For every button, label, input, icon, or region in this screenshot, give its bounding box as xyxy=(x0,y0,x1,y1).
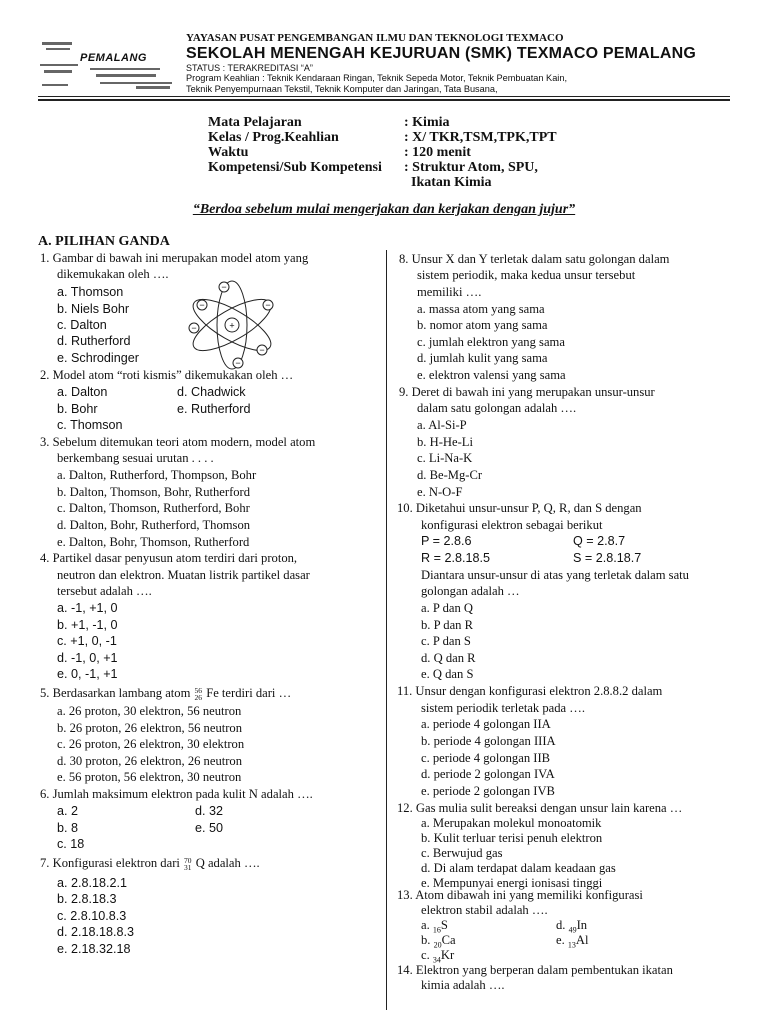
question-13-text: 13. Atom dibawah ini yang memiliki konfigurasi xyxy=(397,888,643,902)
q4-option-a: a. -1, +1, 0 xyxy=(57,601,118,615)
q13-option-e xyxy=(556,933,588,950)
logo-label: PEMALANG xyxy=(80,52,147,64)
info-key: Waktu xyxy=(208,145,249,160)
q11-option-e: e. periode 2 golongan IVB xyxy=(421,784,555,798)
motto: “Berdoa sebelum mulai mengerjakan dan kerjakan dengan jujur” xyxy=(192,202,576,217)
nucleus-charge: + xyxy=(229,320,235,331)
q6-option-e: e. 50 xyxy=(195,821,224,835)
q2-option-b: b. Bohr xyxy=(57,402,98,416)
question-3-text: berkembang sesuai urutan . . . . xyxy=(57,451,214,465)
question-14-text: kimia adalah …. xyxy=(421,978,505,992)
element-symbol: Al xyxy=(575,933,589,947)
q1-option-a: a. Thomson xyxy=(57,285,124,299)
q9-option-a: a. Al-Si-P xyxy=(417,418,467,432)
question-11-text: 11. Unsur dengan konfigurasi elektron 2.8.8.2 dalam xyxy=(397,684,663,698)
q7-option-a: a. 2.8.18.2.1 xyxy=(57,876,128,890)
q3-option-b: b. Dalton, Thomson, Bohr, Rutherford xyxy=(57,485,251,499)
info-key: Kompetensi/Sub Kompetensi xyxy=(208,160,382,175)
q10-option-e: e. Q dan S xyxy=(421,667,474,681)
q9-option-d: d. Be-Mg-Cr xyxy=(417,468,483,482)
question-5-text-pre: 5. Berdasarkan lambang atom xyxy=(40,686,191,700)
question-3-text: 3. Sebelum ditemukan teori atom modern, model atom xyxy=(40,435,316,449)
q2-option-e: e. Rutherford xyxy=(177,402,251,416)
nuclide-notation xyxy=(184,857,192,871)
q5-option-a: a. 26 proton, 30 elektron, 56 neutron xyxy=(57,704,242,718)
info-value: Ikatan Kimia xyxy=(411,175,492,190)
q11-option-c: c. periode 4 golongan IIB xyxy=(421,751,551,765)
q3-option-e: e. Dalton, Bohr, Thomson, Rutherford xyxy=(57,535,250,549)
question-4-text: tersebut adalah …. xyxy=(57,584,152,598)
q6-option-d: d. 32 xyxy=(195,804,224,818)
atomic-number: 26 xyxy=(194,693,203,703)
q4-option-d: d. -1, 0, +1 xyxy=(57,651,118,665)
option-letter: c. xyxy=(421,948,433,962)
question-7-text-pre: 7. Konfigurasi elektron dari xyxy=(40,856,180,870)
question-5-text xyxy=(40,686,291,701)
q10-option-d: d. Q dan R xyxy=(421,651,476,665)
question-14-text: 14. Elektron yang berperan dalam pembentukan ikatan xyxy=(397,963,673,977)
element-symbol: Kr xyxy=(440,948,455,962)
question-13-text: elektron stabil adalah …. xyxy=(421,903,548,917)
question-8-text: sistem periodik, maka kedua unsur tersebut xyxy=(417,268,636,282)
question-7-text xyxy=(40,856,260,871)
q9-option-c: c. Li-Na-K xyxy=(417,451,473,465)
electron-charge: − xyxy=(235,358,241,368)
q12-option-b: b. Kulit terluar terisi penuh elektron xyxy=(421,831,603,845)
atomic-number: 31 xyxy=(184,863,192,873)
q8-option-b: b. nomor atom yang sama xyxy=(417,318,548,332)
electron-charge: − xyxy=(191,323,197,333)
atom-model-diagram xyxy=(184,280,280,370)
question-12-text: 12. Gas mulia sulit bereaksi dengan unsur lain karena … xyxy=(397,801,683,815)
atomic-number: 49 xyxy=(568,925,577,935)
mass-number: 56 xyxy=(194,686,203,696)
q4-option-c: c. +1, 0, -1 xyxy=(57,634,117,648)
section-title: A. PILIHAN GANDA xyxy=(38,234,170,249)
q12-option-c: c. Berwujud gas xyxy=(421,846,503,860)
q8-option-c: c. jumlah elektron yang sama xyxy=(417,335,565,349)
accreditation-status: STATUS : TERAKREDITASI “A” xyxy=(186,63,313,73)
q11-option-a: a. periode 4 golongan IIA xyxy=(421,717,551,731)
info-value: : X/ TKR,TSM,TPK,TPT xyxy=(404,130,557,145)
question-1-text: 1. Gambar di bawah ini merupakan model atom yang xyxy=(40,251,309,265)
q5-option-c: c. 26 proton, 26 elektron, 30 elektron xyxy=(57,737,245,751)
q6-option-a: a. 2 xyxy=(57,804,79,818)
element-symbol: In xyxy=(576,918,588,932)
q8-option-a: a. massa atom yang sama xyxy=(417,302,545,316)
q3-option-c: c. Dalton, Thomson, Rutherford, Bohr xyxy=(57,501,250,515)
q7-option-c: c. 2.8.10.8.3 xyxy=(57,909,127,923)
element-symbol: S xyxy=(440,918,448,932)
q10-option-c: c. P dan S xyxy=(421,634,471,648)
atomic-number: 16 xyxy=(432,925,441,935)
electron-charge: − xyxy=(221,282,227,292)
q8-option-d: d. jumlah kulit yang sama xyxy=(417,351,548,365)
q9-option-e: e. N-O-F xyxy=(417,485,463,499)
q7-option-e: e. 2.18.32.18 xyxy=(57,942,131,956)
option-letter: a. xyxy=(421,918,433,932)
school-logo xyxy=(40,38,180,96)
q1-option-b: b. Niels Bohr xyxy=(57,302,130,316)
question-7-text-post: Q adalah …. xyxy=(195,856,260,870)
q10-option-b: b. P dan R xyxy=(421,618,474,632)
info-key: Kelas / Prog.Keahlian xyxy=(208,130,339,145)
question-11-text: sistem periodik terletak pada …. xyxy=(421,701,586,715)
q2-option-c: c. Thomson xyxy=(57,418,123,432)
q12-option-a: a. Merupakan molekul monoatomik xyxy=(421,816,602,830)
question-4-text: 4. Partikel dasar penyusun atom terdiri dari proton, xyxy=(40,551,298,565)
question-9-text: 9. Deret di bawah ini yang merupakan unsur-unsur xyxy=(399,385,655,399)
electron-charge: − xyxy=(199,300,205,310)
atomic-number: 20 xyxy=(433,940,442,950)
q7-option-d: d. 2.18.18.8.3 xyxy=(57,925,135,939)
config-p: P = 2.8.6 xyxy=(421,534,472,548)
nuclide-notation xyxy=(195,687,203,701)
info-key: Mata Pelajaran xyxy=(208,115,302,130)
electron-charge: − xyxy=(259,345,265,355)
q2-option-a: a. Dalton xyxy=(57,385,108,399)
q11-option-d: d. periode 2 golongan IVA xyxy=(421,767,555,781)
q4-option-b: b. +1, -1, 0 xyxy=(57,618,118,632)
q11-option-b: b. periode 4 golongan IIIA xyxy=(421,734,556,748)
info-value: : Kimia xyxy=(404,115,450,130)
question-5-text-post: Fe terdiri dari … xyxy=(206,686,292,700)
q6-option-b: b. 8 xyxy=(57,821,79,835)
info-value: : 120 menit xyxy=(404,145,471,160)
info-value: : Struktur Atom, SPU, xyxy=(404,160,538,175)
q5-option-e: e. 56 proton, 56 elektron, 30 neutron xyxy=(57,770,242,784)
config-q: Q = 2.8.7 xyxy=(573,534,626,548)
question-10-text: 10. Diketahui unsur-unsur P, Q, R, dan S dengan xyxy=(397,501,642,515)
question-8-text: memiliki …. xyxy=(417,285,482,299)
column-divider xyxy=(386,250,387,1010)
option-letter: b. xyxy=(421,933,434,947)
element-symbol: Ca xyxy=(441,933,456,947)
header-divider xyxy=(38,96,730,97)
q8-option-e: e. elektron valensi yang sama xyxy=(417,368,566,382)
config-s: S = 2.8.18.7 xyxy=(573,551,642,565)
school-name: SEKOLAH MENENGAH KEJURUAN (SMK) TEXMACO PEMALANG xyxy=(186,45,697,62)
mass-number: 70 xyxy=(184,856,192,866)
atomic-number: 34 xyxy=(432,955,441,965)
question-9-text: dalam satu golongan adalah …. xyxy=(417,401,577,415)
question-10-text: golongan adalah … xyxy=(421,584,520,598)
q1-option-c: c. Dalton xyxy=(57,318,107,332)
q5-option-b: b. 26 proton, 26 elektron, 56 neutron xyxy=(57,721,243,735)
q4-option-e: e. 0, -1, +1 xyxy=(57,667,118,681)
option-letter: e. xyxy=(556,933,568,947)
q2-option-d: d. Chadwick xyxy=(177,385,246,399)
option-letter: d. xyxy=(556,918,569,932)
q1-option-e: e. Schrodinger xyxy=(57,351,139,365)
q12-option-e: e. Mempunyai energi ionisasi tinggi xyxy=(421,876,603,890)
q10-option-a: a. P dan Q xyxy=(421,601,473,615)
q9-option-b: b. H-He-Li xyxy=(417,435,473,449)
q12-option-d: d. Di alam terdapat dalam keadaan gas xyxy=(421,861,616,875)
foundation-name: YAYASAN PUSAT PENGEMBANGAN ILMU DAN TEKNOLOGI TEXMACO xyxy=(186,32,564,44)
question-8-text: 8. Unsur X dan Y terletak dalam satu golongan dalam xyxy=(399,252,670,266)
q3-option-d: d. Dalton, Bohr, Rutherford, Thomson xyxy=(57,518,251,532)
q1-option-d: d. Rutherford xyxy=(57,334,131,348)
programs-line-1: Program Keahlian : Teknik Kendaraan Ringan, Teknik Sepeda Motor, Teknik Pembuatan Kain, xyxy=(186,73,568,83)
programs-line-2: Teknik Penyempurnaan Tekstil, Teknik Komputer dan Jaringan, Tata Busana, xyxy=(186,84,498,94)
q6-option-c: c. 18 xyxy=(57,837,85,851)
question-6-text: 6. Jumlah maksimum elektron pada kulit N adalah …. xyxy=(40,787,313,801)
question-10-text: Diantara unsur-unsur di atas yang terletak dalam satu xyxy=(421,568,689,582)
q7-option-b: b. 2.8.18.3 xyxy=(57,892,117,906)
question-2-text: 2. Model atom “roti kismis” dikemukakan oleh … xyxy=(40,368,294,382)
q5-option-d: d. 30 proton, 26 elektron, 26 neutron xyxy=(57,754,243,768)
question-10-text: konfigurasi elektron sebagai berikut xyxy=(421,518,603,532)
question-1-text: dikemukakan oleh …. xyxy=(57,267,169,281)
atomic-number: 13 xyxy=(567,940,576,950)
electron-charge: − xyxy=(265,300,271,310)
config-r: R = 2.8.18.5 xyxy=(421,551,490,565)
q3-option-a: a. Dalton, Rutherford, Thompson, Bohr xyxy=(57,468,257,482)
header-divider-thick xyxy=(38,99,730,101)
question-4-text: neutron dan elektron. Muatan listrik partikel dasar xyxy=(57,568,310,582)
